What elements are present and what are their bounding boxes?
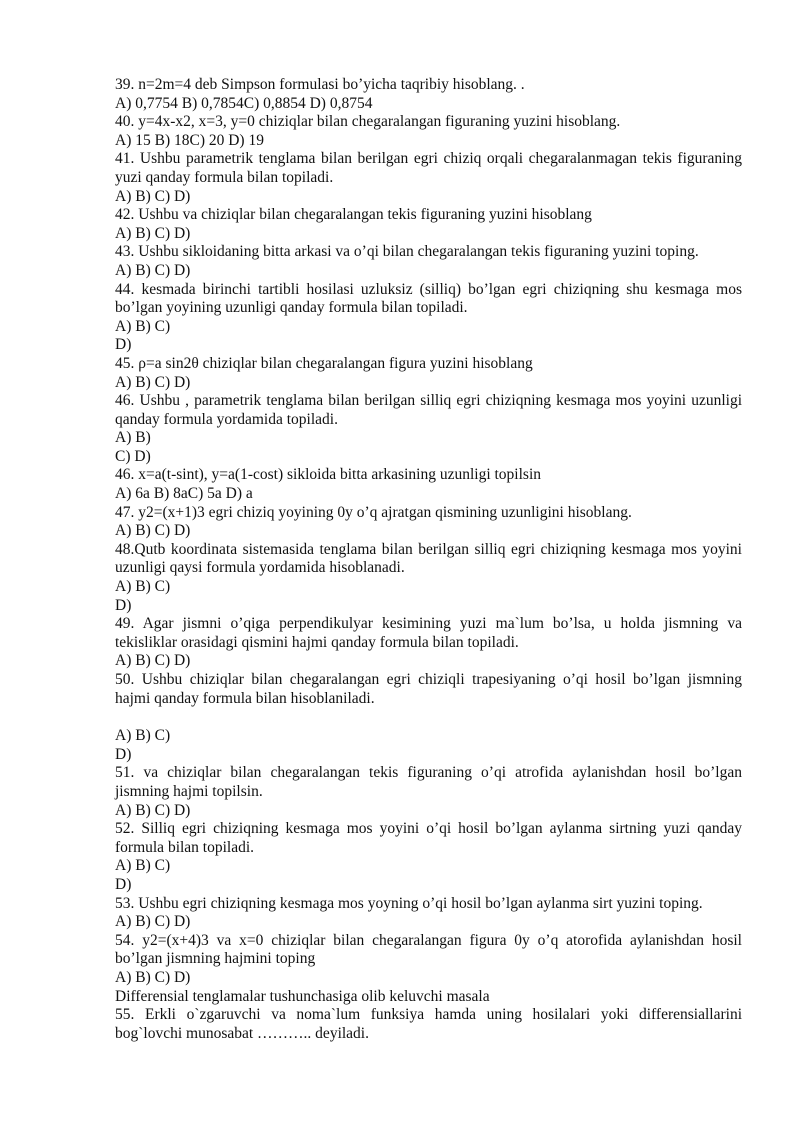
document-page [115,76,742,1043]
text-line: 43. Ushbu sikloidaning bitta arkasi va o’qi bilan chegaralangan tekis figuraning yuzini toping. [115,243,699,261]
text-line: D) [115,596,132,614]
text-line: A) B) C) D) [115,224,191,242]
text-line: A) B) C) [115,727,171,745]
question-paragraph: 55. Erkli o`zgaruvchi va noma`lum funksiya hamda uning hosilalari yoki differensiallarini bog`lovchi munosabat ……….. deyiladi. [115,1006,742,1042]
question-paragraph: 48.Qutb koordinata sistemasida tenglama bilan berilgan silliq egri chiziqning kesmaga mos yoyini uzunligi qaysi formula yordamida hisoblanadi. [115,540,742,577]
text-line: 45. ρ=a sin2θ chiziqlar bilan chegaralangan figura yuzini hisoblang [115,354,533,372]
question-paragraph: 50. Ushbu chiziqlar bilan chegaralangan egri chiziqli trapesiyaning o’qi hosil bo’lgan jismning hajmi qanday formula bilan hisoblaniladi. [115,671,742,707]
text-line: 46. x=a(t-sint), y=a(1-cost) sikloida bitta arkasining uzunligi topilsin [115,466,542,484]
question-paragraph: 49. Agar jismni o’qiga perpendikulyar kesimining yuzi ma`lum bo’lsa, u holda jismning va tekisliklar orasidagi qismini hajmi qanday formula bilan topiladi. [115,615,742,651]
question-paragraph: 46. Ushbu , parametrik tenglama bilan berilgan silliq egri chiziqning kesmaga mos yoyini uzunligi qanday formula yordamida topiladi. [115,392,742,428]
text-line: A) 0,7754 B) 0,7854C) 0,8854 D) 0,8754 [115,94,373,112]
question-paragraph: 51. va chiziqlar bilan chegaralangan tekis figuraning o’qi atrofida aylanishdan hosil bo’lgan jismning hajmi topilsin. [115,764,742,800]
text-line: A) B) C) D) [115,373,191,391]
text-line: D) [115,875,132,893]
text-line: A) B) C) D) [115,968,191,986]
question-paragraph: 52. Silliq egri chiziqning kesmaga mos yoyini o’qi hosil bo’lgan aylanma sirtning yuzi qanday formula bilan topiladi. [115,820,742,856]
text-line: 40. y=4x-x2, x=3, y=0 chiziqlar bilan chegaralangan figuraning yuzini hisoblang. [115,113,621,131]
text-line: A) B) C) D) [115,913,191,931]
question-paragraph: 54. y2=(x+4)3 va x=0 chiziqlar bilan chegaralangan figura 0y o’q atorofida aylanishdan hosil bo’lgan jismning hajmini toping [115,931,742,968]
blank-line [115,708,742,727]
text-line: D) [115,336,132,354]
text-line: A) B) [115,429,151,447]
text-line: A) B) C) D) [115,801,191,819]
text-line: D) [115,745,132,763]
text-line: A) 15 B) 18C) 20 D) 19 [115,131,264,149]
text-line: A) B) C) D) [115,261,191,279]
text-line: 39. n=2m=4 deb Simpson formulasi bo’yicha taqribiy hisoblang. . [115,76,525,93]
text-line: 47. y2=(x+1)3 egri chiziq yoyining 0y o’q ajratgan qismining uzunligini hisoblang. [115,503,632,521]
question-paragraph: 41. Ushbu parametrik tenglama bilan berilgan egri chiziq orqali chegaralanmagan tekis figuraning yuzi qanday formula bilan topiladi. [115,150,742,186]
text-line: A) B) C) [115,857,171,875]
text-line: A) B) C) D) [115,187,191,205]
text-line: A) B) C) D) [115,522,191,540]
question-paragraph: 44. kesmada birinchi tartibli hosilasi uzluksiz (silliq) bo’lgan egri chiziqning shu kesmaga mos bo’lgan yoyining uzunligi qanday formula bilan topiladi. [115,280,742,317]
text-line: A) 6a B) 8aC) 5a D) a [115,485,253,503]
text-line: A) B) C) [115,317,171,335]
text-line: 42. Ushbu va chiziqlar bilan chegaralangan tekis figuraning yuzini hisoblang [115,206,592,224]
text-line: Differensial tenglamalar tushunchasiga olib keluvchi masala [115,987,490,1005]
text-line: C) D) [115,447,151,465]
text-line: 53. Ushbu egri chiziqning kesmaga mos yoyning o’qi hosil bo’lgan aylanma sirt yuzini toping. [115,894,703,912]
text-line: A) B) C) D) [115,652,191,670]
text-line: A) B) C) [115,578,171,596]
